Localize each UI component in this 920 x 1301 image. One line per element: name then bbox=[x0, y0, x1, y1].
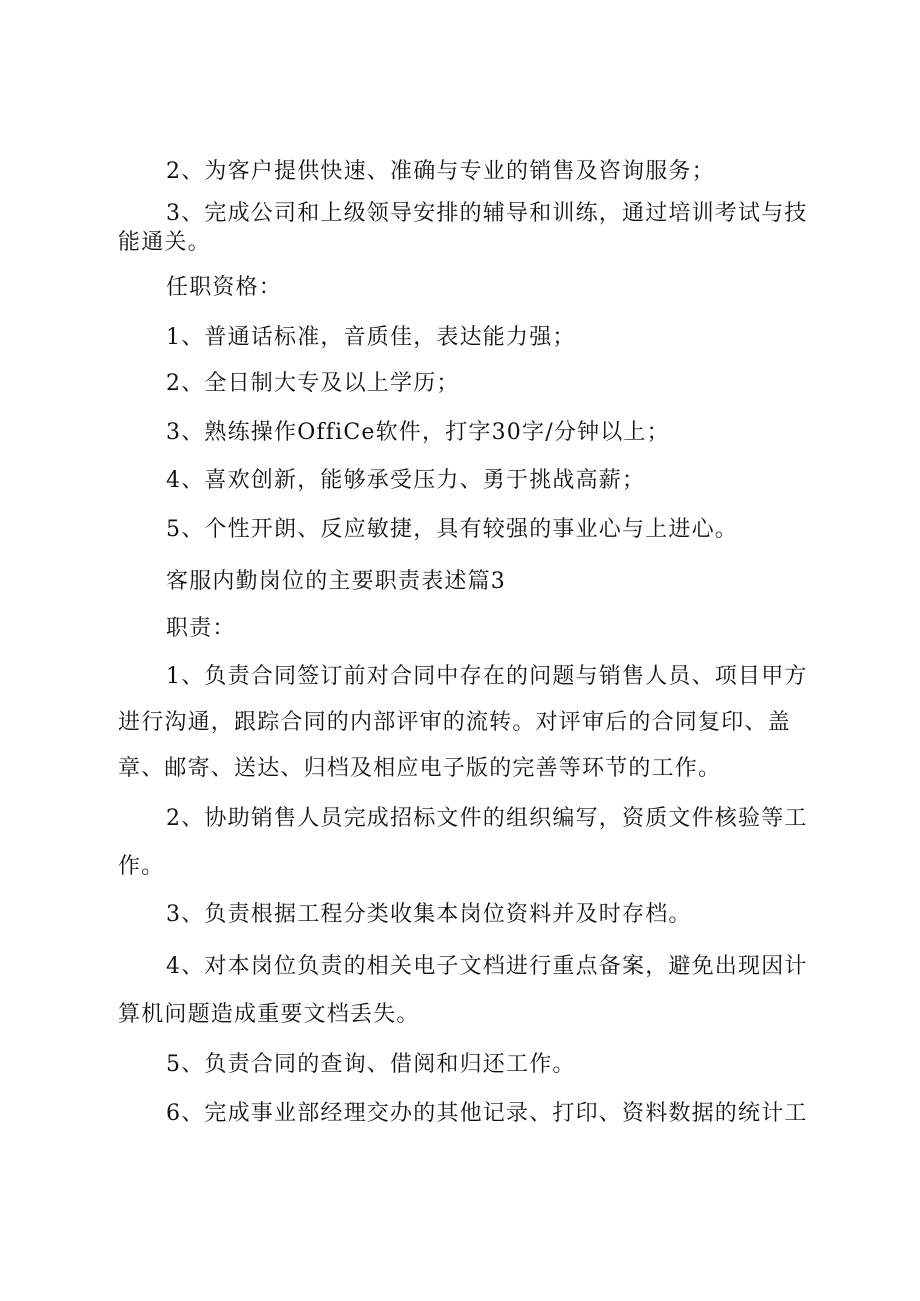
text-line: 进行沟通，跟踪合同的内部评审的流转。对评审后的合同复印、盖 bbox=[118, 710, 791, 735]
text-line: 3、负责根据工程分类收集本岗位资料并及时存档。 bbox=[166, 902, 692, 927]
section-heading: 任职资格： bbox=[166, 275, 283, 300]
text-line: 算机问题造成重要文档丢失。 bbox=[118, 1002, 420, 1027]
text-line: 2、协助销售人员完成招标文件的组织编写，资质文件核验等工 bbox=[166, 806, 808, 831]
text-line: 1、普通话标准，音质佳，表达能力强； bbox=[166, 325, 576, 350]
text-line: 1、负责合同签订前对合同中存在的问题与销售人员、项目甲方 bbox=[166, 664, 808, 689]
text-line: 2、为客户提供快速、准确与专业的销售及咨询服务； bbox=[166, 159, 715, 184]
text-line: 5、个性开朗、反应敏捷，具有较强的事业心与上进心。 bbox=[166, 517, 738, 542]
text-line: 作。 bbox=[118, 854, 165, 879]
text-line: 4、对本岗位负责的相关电子文档进行重点备案，避免出现因计 bbox=[166, 954, 808, 979]
section-heading: 职责： bbox=[166, 616, 236, 641]
text-line: 章、邮寄、送达、归档及相应电子版的完善等环节的工作。 bbox=[118, 756, 722, 781]
text-line: 4、喜欢创新，能够承受压力、勇于挑战高薪； bbox=[166, 468, 646, 493]
text-line: 能通关。 bbox=[118, 230, 211, 255]
text-line: 3、完成公司和上级领导安排的辅导和训练，通过培训考试与技 bbox=[166, 201, 808, 226]
text-line: 2、全日制大专及以上学历； bbox=[166, 371, 460, 396]
text-line: 5、负责合同的查询、借阅和归还工作。 bbox=[166, 1052, 576, 1077]
text-line: 3、熟练操作OffiCe软件，打字30字/分钟以上； bbox=[166, 420, 670, 445]
text-line: 6、完成事业部经理交办的其他记录、打印、资料数据的统计工 bbox=[166, 1101, 808, 1126]
article-title: 客服内勤岗位的主要职责表述篇3 bbox=[166, 569, 506, 594]
